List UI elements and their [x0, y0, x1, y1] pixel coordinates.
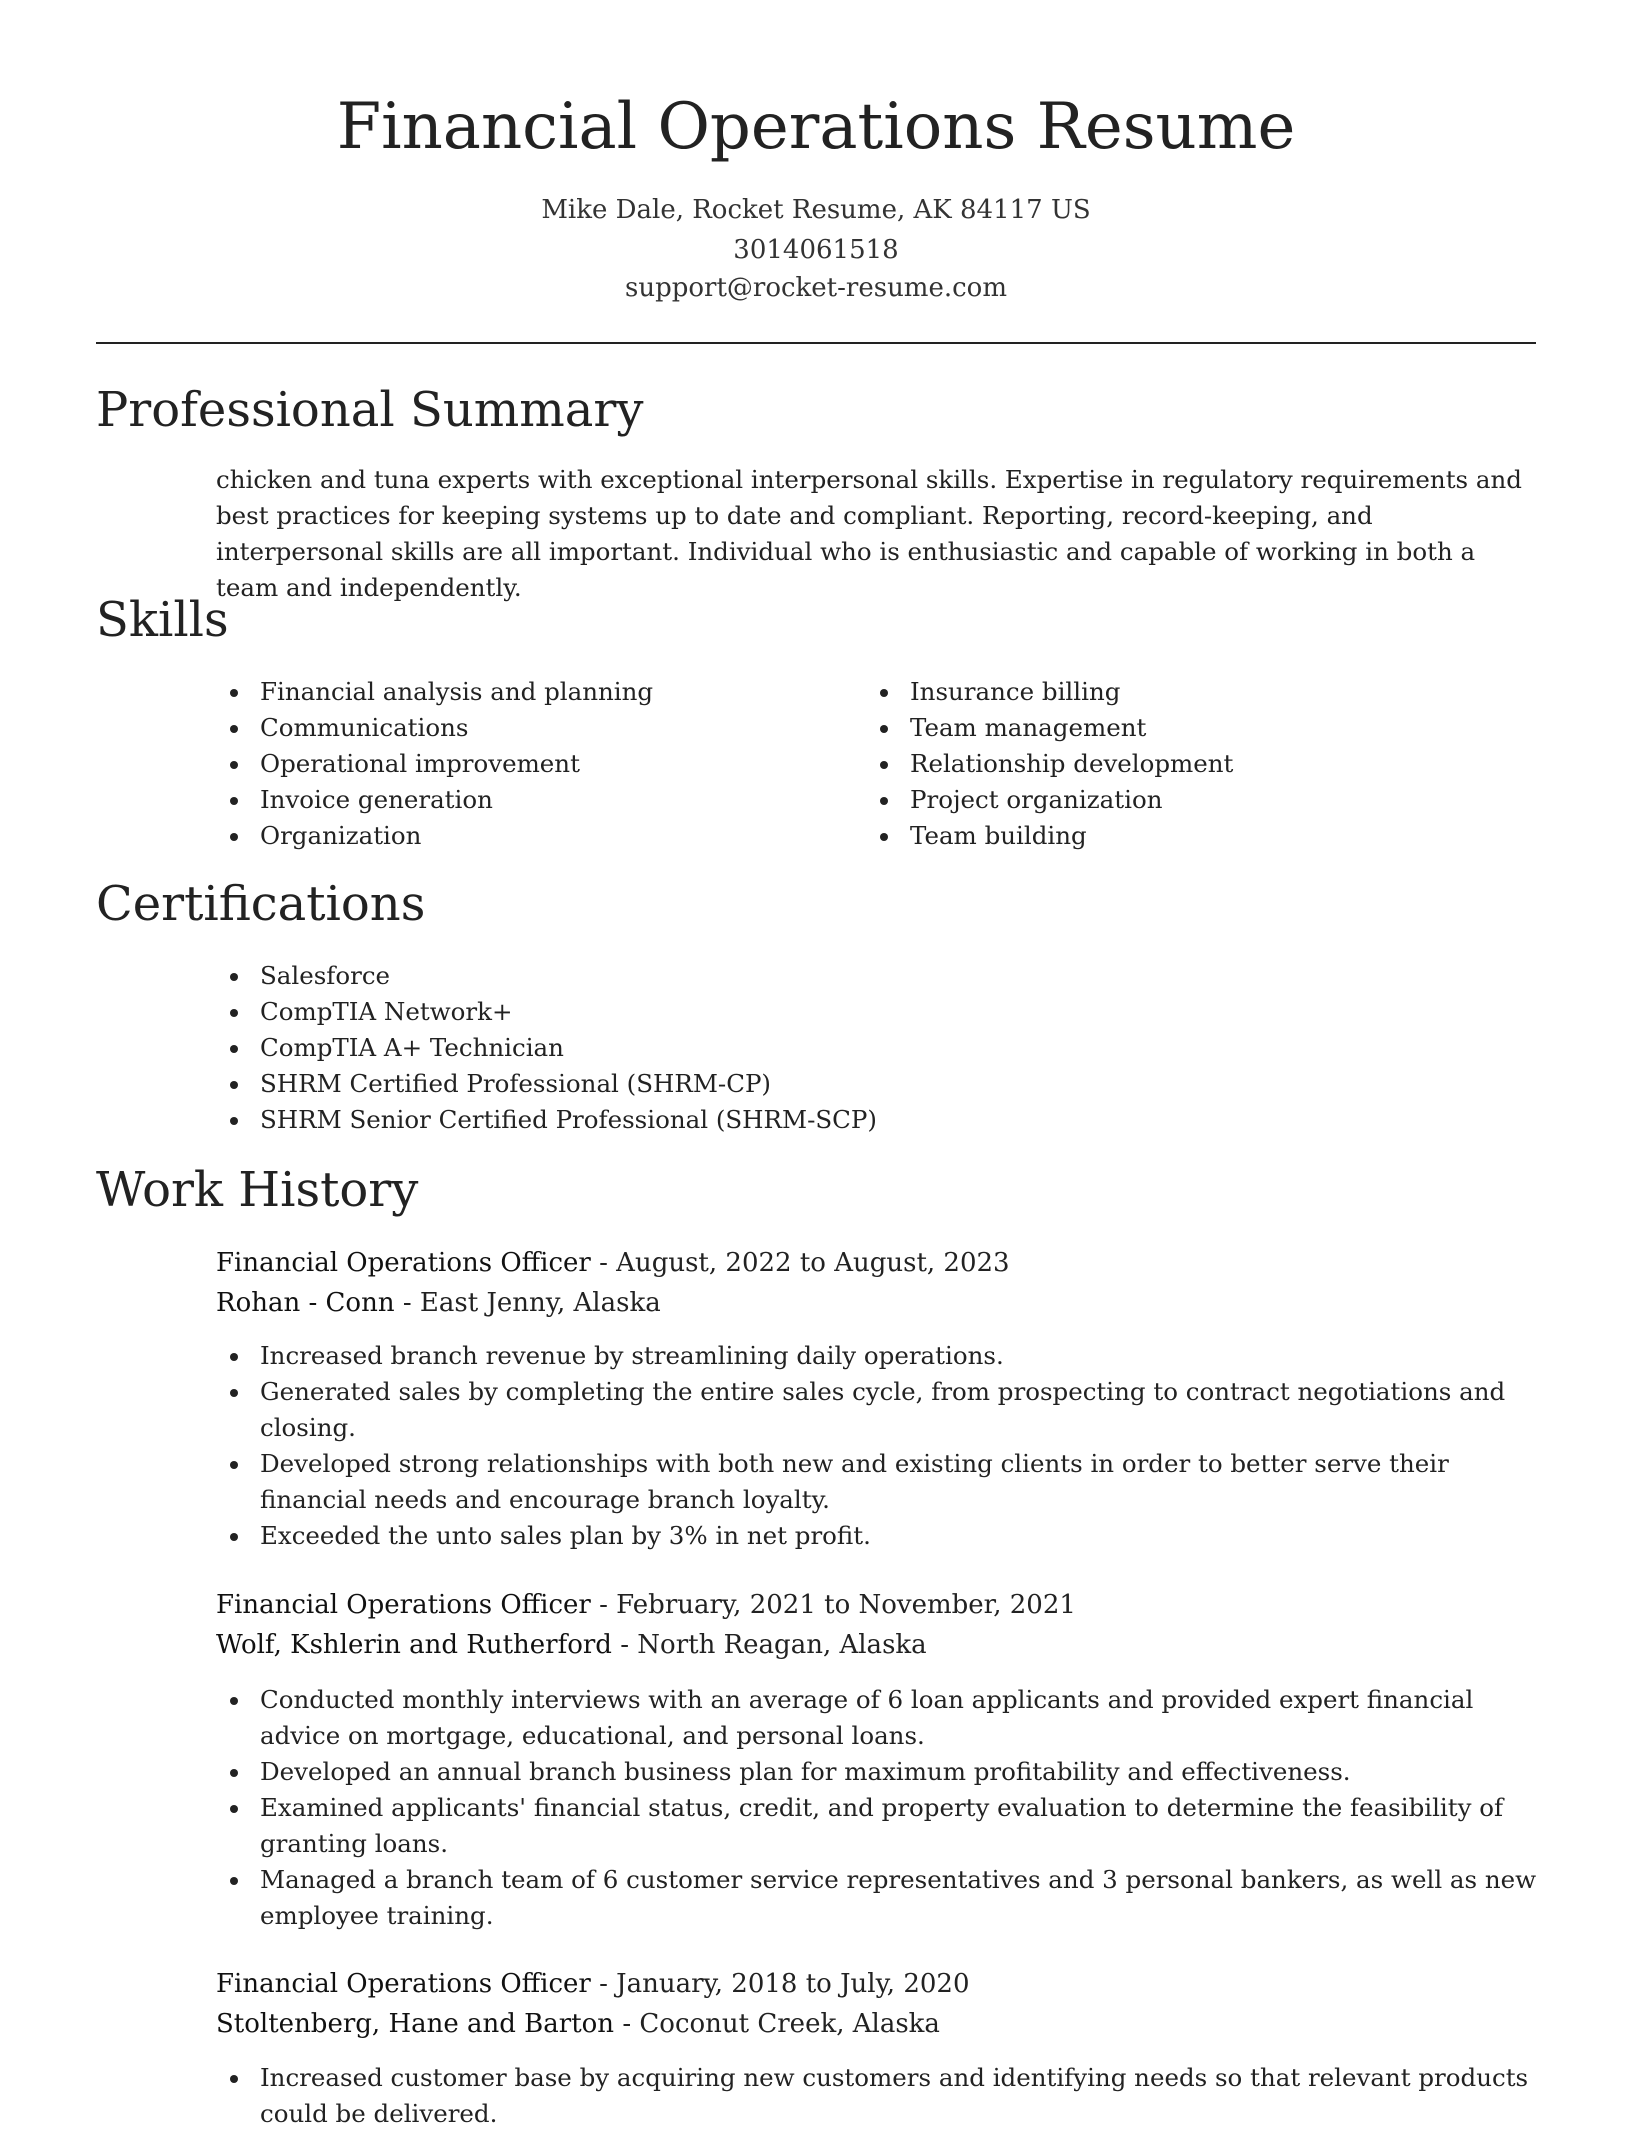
skills-heading: Skills [96, 592, 229, 648]
job-company: Stoltenberg, Hane and Barton [216, 2009, 615, 2039]
skill-text: Organization [260, 821, 422, 850]
summary-heading: Professional Summary [96, 382, 644, 438]
job-bullet-text: Developed an annual branch business plan for maximum profitability and effectiveness. [260, 1757, 1351, 1786]
certification-item [216, 958, 1516, 994]
certification-text: CompTIA Network+ [260, 997, 513, 1026]
job-dates: February, 2021 to November, 2021 [616, 1590, 1076, 1620]
certification-item [216, 994, 1516, 1030]
bullet-dot [230, 973, 238, 981]
job-location: East Jenny, Alaska [419, 1288, 661, 1318]
contact-address: Mike Dale, Rocket Resume, AK 84117 US [541, 195, 1091, 225]
job-company-line: Rohan - Conn - East Jenny, Alaska [216, 1288, 661, 1318]
bullet-dot [230, 1697, 238, 1705]
job-bullet [216, 1754, 1541, 1790]
job-bullet [216, 2060, 1541, 2132]
bullet-dot [230, 1805, 238, 1813]
bullet-dot [880, 797, 888, 805]
work-history-heading: Work History [96, 1162, 419, 1218]
job-bullet [216, 1682, 1541, 1754]
job-bullets [216, 1338, 1541, 1554]
skill-item [866, 674, 1466, 710]
bullet-dot [230, 761, 238, 769]
bullet-dot [880, 833, 888, 841]
skill-text: Relationship development [910, 749, 1234, 778]
skill-text: Team building [910, 821, 1087, 850]
bullet-dot [230, 2075, 238, 2083]
job-bullet-text: Increased customer base by acquiring new customers and identifying needs so that relevant products could be delivered. [260, 2063, 1529, 2128]
skill-text: Invoice generation [260, 785, 493, 814]
bullet-dot [230, 1769, 238, 1777]
job-dates: August, 2022 to August, 2023 [616, 1248, 1010, 1278]
certifications-heading: Certifications [96, 876, 426, 932]
bullet-dot [230, 1353, 238, 1361]
job-role: Financial Operations Officer [216, 1969, 591, 1999]
job-company-line: Wolf, Kshlerin and Rutherford - North Reagan, Alaska [216, 1630, 927, 1660]
bullet-dot [230, 1461, 238, 1469]
job-bullet [216, 1790, 1541, 1862]
job-title-line: Financial Operations Officer - August, 2022 to August, 2023 [216, 1248, 1010, 1278]
job-role: Financial Operations Officer [216, 1590, 591, 1620]
job-bullet [216, 1374, 1541, 1446]
bullet-dot [230, 1009, 238, 1017]
job-bullet-text: Managed a branch team of 6 customer service representatives and 3 personal bankers, as well as new employee training. [260, 1865, 1537, 1930]
bullet-dot [880, 761, 888, 769]
skill-item [866, 818, 1466, 854]
skill-text: Insurance billing [910, 677, 1121, 706]
job-bullet [216, 1338, 1541, 1374]
job-bullets [216, 2060, 1541, 2132]
job-bullets [216, 1682, 1541, 1934]
job-company: Wolf, Kshlerin and Rutherford [216, 1630, 612, 1660]
certification-item [216, 1102, 1516, 1138]
skill-item [216, 710, 816, 746]
bullet-dot [230, 725, 238, 733]
skill-item [216, 674, 816, 710]
job-bullet [216, 1446, 1541, 1518]
job-bullet-text: Increased branch revenue by streamlining daily operations. [260, 1341, 1004, 1370]
contact-phone: 3014061518 [733, 235, 899, 265]
job-bullet-text: Generated sales by completing the entire sales cycle, from prospecting to contract negotiations and closing. [260, 1377, 1506, 1442]
skill-item [866, 782, 1466, 818]
skill-text: Project organization [910, 785, 1163, 814]
job-role: Financial Operations Officer [216, 1248, 591, 1278]
summary-text: chicken and tuna experts with exceptional interpersonal skills. Expertise in regulatory requirements and best practices for keeping systems up to date and compliant. Reporting, record-keeping, and interpersonal skills are all important. Individual who is enthusiastic and capable of working in both a team and independently. [216, 465, 1522, 602]
certification-text: Salesforce [260, 961, 391, 990]
bullet-dot [230, 1117, 238, 1125]
certification-text: CompTIA A+ Technician [260, 1033, 564, 1062]
bullet-dot [230, 833, 238, 841]
skills-list-left [216, 674, 816, 854]
skill-text: Team management [910, 713, 1147, 742]
bullet-dot [230, 797, 238, 805]
job-bullet-text: Exceeded the unto sales plan by 3% in net profit. [260, 1521, 871, 1550]
resume-name-title: Financial Operations Resume [336, 90, 1296, 164]
skill-text: Operational improvement [260, 749, 580, 778]
skill-item [216, 746, 816, 782]
bullet-dot [230, 1081, 238, 1089]
job-bullet-text: Conducted monthly interviews with an average of 6 loan applicants and provided expert financial advice on mortgage, educational, and personal loans. [260, 1685, 1474, 1750]
certification-item [216, 1066, 1516, 1102]
job-location: North Reagan, Alaska [637, 1630, 927, 1660]
certification-text: SHRM Senior Certified Professional (SHRM-SCP) [260, 1105, 877, 1134]
job-title-line: Financial Operations Officer - February, 2021 to November, 2021 [216, 1590, 1076, 1620]
job-bullet-text: Developed strong relationships with both new and existing clients in order to better serve their financial needs and encourage branch loyalty. [260, 1449, 1449, 1514]
job-company: Rohan - Conn [216, 1288, 395, 1318]
contact-email: support@rocket-resume.com [624, 273, 1007, 303]
header-divider [96, 342, 1536, 344]
skill-text: Financial analysis and planning [260, 677, 654, 706]
skills-list-right [866, 674, 1466, 854]
bullet-dot [880, 689, 888, 697]
job-company-line: Stoltenberg, Hane and Barton - Coconut Creek, Alaska [216, 2009, 940, 2039]
certification-item [216, 1030, 1516, 1066]
bullet-dot [230, 1045, 238, 1053]
skill-item [866, 746, 1466, 782]
bullet-dot [230, 1877, 238, 1885]
skill-text: Communications [260, 713, 469, 742]
skill-item [216, 818, 816, 854]
job-bullet [216, 1518, 1541, 1554]
skill-item [216, 782, 816, 818]
certifications-list [216, 958, 1516, 1138]
skill-item [866, 710, 1466, 746]
bullet-dot [230, 1533, 238, 1541]
bullet-dot [230, 1389, 238, 1397]
job-bullet-text: Examined applicants' financial status, credit, and property evaluation to determine the feasibility of granting loans. [260, 1793, 1504, 1858]
job-title-line: Financial Operations Officer - January, 2018 to July, 2020 [216, 1969, 970, 1999]
bullet-dot [230, 689, 238, 697]
bullet-dot [880, 725, 888, 733]
job-bullet [216, 1862, 1541, 1934]
job-location: Coconut Creek, Alaska [639, 2009, 940, 2039]
job-dates: January, 2018 to July, 2020 [616, 1969, 970, 1999]
certification-text: SHRM Certified Professional (SHRM-CP) [260, 1069, 771, 1098]
